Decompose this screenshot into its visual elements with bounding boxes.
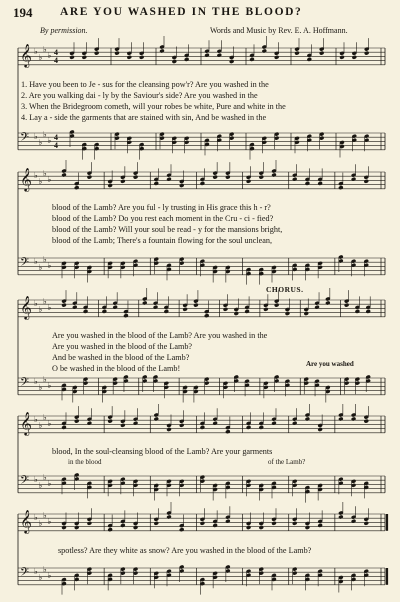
author-credit: Words and Music by Rev. E. A. Hoffmann. — [210, 26, 348, 35]
note-head — [364, 521, 369, 526]
note-head — [107, 527, 112, 532]
note-head — [179, 183, 184, 188]
note-head — [61, 525, 66, 530]
note-head — [259, 525, 264, 530]
note-head — [120, 423, 125, 428]
flat-icon: ♭ — [34, 513, 38, 522]
note-head — [262, 49, 267, 54]
note-head — [325, 301, 330, 306]
note-head — [246, 525, 251, 530]
flat-icon: ♭ — [38, 383, 43, 392]
flat-icon: ♭ — [34, 257, 38, 266]
flat-icon: ♭ — [43, 511, 47, 520]
note-head — [294, 51, 299, 56]
note-head — [179, 423, 184, 428]
note-head — [153, 305, 158, 310]
note-head — [74, 185, 79, 190]
note-head — [271, 421, 276, 426]
note-head — [107, 419, 112, 424]
flat-icon: ♭ — [47, 175, 52, 184]
note-head — [339, 55, 344, 60]
note-head — [82, 55, 87, 60]
note-head — [305, 525, 310, 530]
music-system-3 — [0, 292, 400, 412]
verse-3-line-1: 3. When the Bridegroom cometh, will your robes be white, Pure and white in the — [21, 102, 286, 111]
flat-icon: ♭ — [38, 263, 43, 272]
note-head — [355, 309, 360, 314]
note-head — [259, 425, 264, 430]
note-head — [112, 305, 117, 310]
flat-icon: ♭ — [47, 51, 52, 60]
flat-icon: ♭ — [34, 475, 38, 484]
flat-icon: ♭ — [34, 567, 38, 576]
note-head — [338, 417, 343, 422]
note-head — [184, 57, 189, 62]
note-head — [193, 303, 198, 308]
note-head — [154, 417, 159, 422]
note-head — [259, 175, 264, 180]
note-head — [87, 421, 92, 426]
note-head — [234, 311, 239, 316]
flat-icon: ♭ — [43, 297, 47, 306]
flat-icon: ♭ — [38, 421, 43, 430]
note-head — [338, 185, 343, 190]
flat-icon: ♭ — [34, 377, 38, 386]
note-head — [154, 521, 159, 526]
flat-icon: ♭ — [43, 565, 47, 574]
flat-icon: ♭ — [47, 571, 52, 580]
note-head — [61, 173, 66, 178]
flat-icon: ♭ — [38, 177, 43, 186]
flat-icon: ♭ — [38, 305, 43, 314]
note-head — [304, 311, 309, 316]
note-head — [154, 181, 159, 186]
note-head — [212, 421, 217, 426]
note-head — [364, 51, 369, 56]
note-head — [225, 519, 230, 524]
note-head — [120, 179, 125, 184]
flat-icon: ♭ — [43, 413, 47, 422]
note-head — [159, 49, 164, 54]
note-head — [223, 307, 228, 312]
note-head — [364, 419, 369, 424]
note-head — [352, 55, 357, 60]
permission-note: By permission. — [40, 26, 88, 35]
chorus-label: CHORUS. — [266, 285, 304, 294]
note-head — [87, 175, 92, 180]
note-head — [74, 525, 79, 530]
note-head — [139, 55, 144, 60]
note-head — [319, 51, 324, 56]
note-head — [114, 51, 119, 56]
note-head — [166, 427, 171, 432]
note-head — [74, 419, 79, 424]
note-head — [102, 309, 107, 314]
note-head — [285, 311, 290, 316]
treble-clef-icon: 𝄞 — [20, 411, 32, 435]
flat-icon: ♭ — [43, 473, 47, 482]
note-head — [123, 313, 128, 318]
flat-icon: ♭ — [34, 171, 38, 180]
bass-clef-icon: 𝄢 — [20, 566, 30, 582]
note-head — [127, 55, 132, 60]
flat-icon: ♭ — [47, 303, 52, 312]
note-head — [133, 421, 138, 426]
flat-icon: ♭ — [47, 136, 52, 145]
note-head — [200, 181, 205, 186]
note-head — [133, 175, 138, 180]
hymn-number: 194 — [13, 5, 33, 20]
note-head — [292, 177, 297, 182]
time-signature: 4 — [54, 141, 58, 150]
flat-icon: ♭ — [43, 45, 47, 54]
verse-3-line-2: blood of the Lamb? Will your soul be read - y for the mansions bright, — [52, 225, 283, 234]
note-head — [142, 301, 147, 306]
note-head — [271, 521, 276, 526]
note-head — [133, 525, 138, 530]
note-head — [365, 309, 370, 314]
flat-icon: ♭ — [38, 481, 43, 490]
treble-clef-icon: 𝄞 — [20, 509, 32, 533]
note-head — [83, 309, 88, 314]
verse-1-line-1: 1. Have you been to Je - sus for the cleansing pow'r? Are you washed in the — [21, 80, 269, 89]
bass-clef-icon: 𝄢 — [20, 474, 30, 490]
note-head — [317, 181, 322, 186]
note-head — [120, 523, 125, 528]
bass-cue-text: Are you washed — [306, 360, 354, 368]
note-head — [229, 59, 234, 64]
note-head — [87, 521, 92, 526]
note-head — [61, 303, 66, 308]
note-head — [271, 173, 276, 178]
verse-2-line-2: blood of the Lamb? Do you rest each moment in the Cru - ci - fied? — [52, 214, 274, 223]
note-head — [107, 183, 112, 188]
flat-icon: ♭ — [38, 138, 43, 147]
note-head — [94, 51, 99, 56]
note-head — [72, 305, 77, 310]
note-head — [244, 309, 249, 314]
note-head — [225, 175, 230, 180]
note-head — [246, 179, 251, 184]
bass-clef-icon: 𝄢 — [20, 131, 30, 147]
flat-icon: ♭ — [34, 132, 38, 141]
time-signature: 4 — [54, 48, 58, 57]
bass-clef-icon: 𝄢 — [20, 376, 30, 392]
note-head — [217, 53, 222, 58]
chorus-line-1: Are you washed in the blood of the Lamb? Are you washed in the — [52, 331, 268, 340]
note-head — [164, 309, 169, 314]
note-head — [182, 307, 187, 312]
note-head — [351, 177, 356, 182]
bass-cue-2: of the Lamb? — [268, 458, 306, 466]
note-head — [246, 425, 251, 430]
flat-icon: ♭ — [38, 519, 43, 528]
flat-icon: ♭ — [43, 169, 47, 178]
note-head — [292, 521, 297, 526]
note-head — [305, 181, 310, 186]
verse-2-line-1: 2. Are you walking dai - ly by the Saviour's side? Are you washed in the — [21, 91, 258, 100]
note-head — [200, 521, 205, 526]
note-head — [351, 417, 356, 422]
flat-icon: ♭ — [38, 53, 43, 62]
bass-cue-1: in the blood — [68, 458, 102, 466]
flat-icon: ♭ — [43, 130, 47, 139]
flat-icon: ♭ — [47, 517, 52, 526]
note-head — [307, 57, 312, 62]
flat-icon: ♭ — [38, 573, 43, 582]
flat-icon: ♭ — [47, 381, 52, 390]
chorus-line-2: Are you washed in the blood of the Lamb? — [52, 342, 193, 351]
music-system-4 — [0, 410, 400, 510]
flat-icon: ♭ — [43, 255, 47, 264]
chorus-line-3: And be washed in the blood of the Lamb? — [52, 353, 190, 362]
note-head — [364, 179, 369, 184]
note-head — [317, 523, 322, 528]
note-head — [225, 429, 230, 434]
note-head — [274, 303, 279, 308]
note-head — [200, 425, 205, 430]
note-head — [212, 523, 217, 528]
note-head — [61, 425, 66, 430]
flat-icon: ♭ — [43, 375, 47, 384]
note-head — [305, 417, 310, 422]
note-head — [317, 427, 322, 432]
note-head — [179, 527, 184, 532]
treble-clef-icon: 𝄞 — [20, 167, 32, 191]
note-head — [344, 303, 349, 308]
chorus-line-5: blood, In the soul-cleansing blood of the Lamb? Are your garments — [52, 447, 273, 456]
flat-icon: ♭ — [34, 47, 38, 56]
treble-clef-icon: 𝄞 — [20, 43, 32, 67]
note-head — [69, 55, 74, 60]
flat-icon: ♭ — [34, 299, 38, 308]
note-head — [172, 59, 177, 64]
note-head — [166, 177, 171, 182]
note-head — [249, 57, 254, 62]
note-head — [351, 519, 356, 524]
flat-icon: ♭ — [47, 261, 52, 270]
bass-clef-icon: 𝄢 — [20, 256, 30, 272]
verse-1-line-2: blood of the Lamb? Are you ful - ly trusting in His grace this h - r? — [52, 203, 271, 212]
note-head — [204, 53, 209, 58]
note-head — [166, 515, 171, 520]
chorus-line-4: O be washed in the blood of the Lamb! — [52, 364, 181, 373]
time-signature: 4 — [54, 56, 58, 65]
treble-clef-icon: 𝄞 — [20, 295, 32, 319]
note-head — [314, 305, 319, 310]
flat-icon: ♭ — [47, 419, 52, 428]
hymn-title: ARE YOU WASHED IN THE BLOOD? — [60, 6, 303, 18]
note-head — [263, 307, 268, 312]
note-head — [292, 421, 297, 426]
time-signature: 4 — [54, 133, 58, 142]
verse-4-line-1: 4. Lay a - side the garments that are stained with sin, And be washed in the — [21, 113, 267, 122]
chorus-line-6: spotless? Are they white as snow? Are you washed in the blood of the Lamb? — [58, 546, 312, 555]
flat-icon: ♭ — [47, 479, 52, 488]
verse-4-line-2: blood of the Lamb; There's a fountain flowing for the soul unclean, — [52, 236, 273, 245]
note-head — [338, 515, 343, 520]
note-head — [204, 313, 209, 318]
note-head — [212, 175, 217, 180]
flat-icon: ♭ — [34, 415, 38, 424]
note-head — [274, 55, 279, 60]
